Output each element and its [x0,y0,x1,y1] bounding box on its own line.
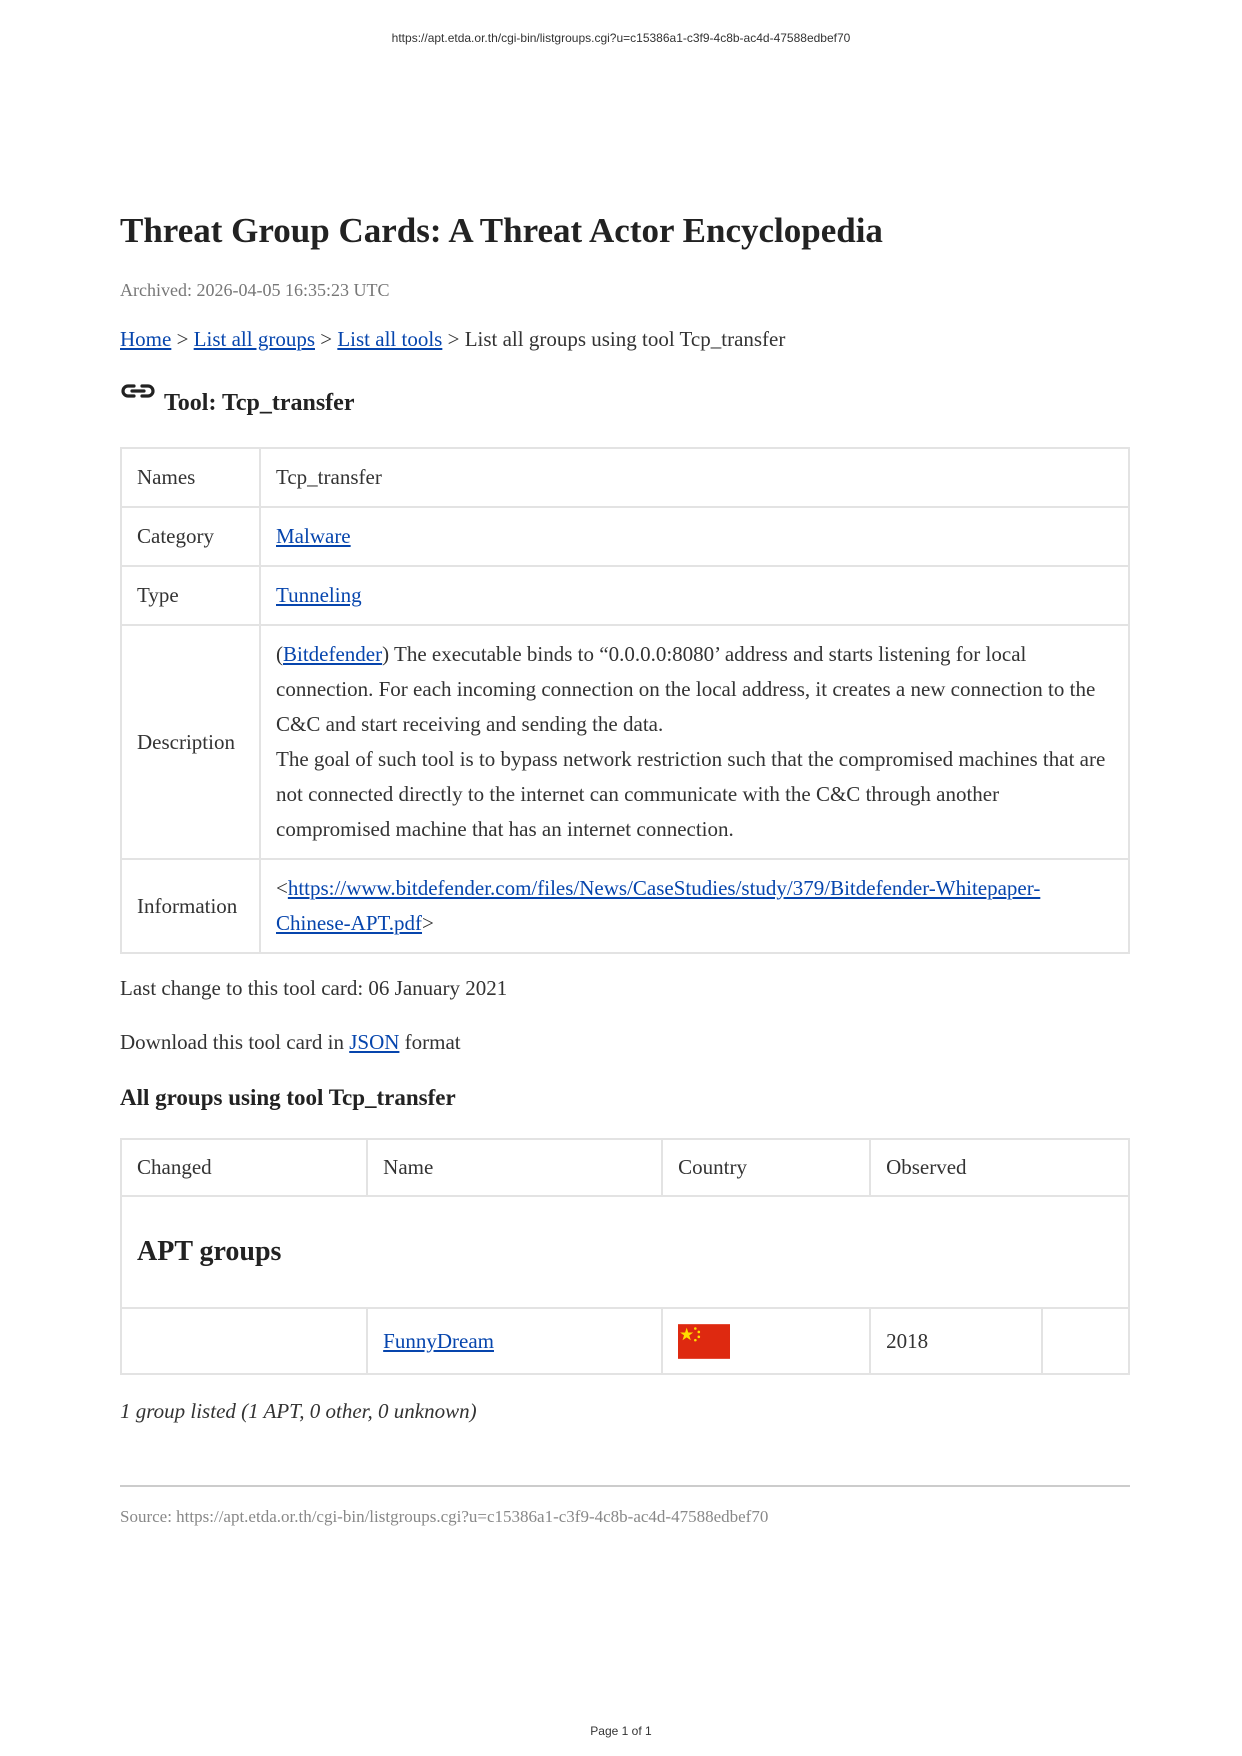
table-row [121,507,1129,566]
download-line [120,1030,1130,1055]
changed-cell [121,1308,367,1374]
header-name: Name [367,1139,662,1196]
type-link[interactable]: Tunneling [276,583,362,607]
table-row [121,566,1129,625]
description-label: Description [121,625,260,859]
groups-table [120,1138,1130,1375]
table-row [121,1308,1129,1374]
page-title: Threat Group Cards: A Threat Actor Encyclopedia [120,211,883,250]
json-download-link[interactable]: JSON [349,1030,400,1054]
groups-heading: All groups using tool Tcp_transfer [120,1085,456,1110]
tool-title: Tool: Tcp_transfer [164,390,355,416]
breadcrumb-home-link[interactable]: Home [120,327,172,351]
category-cell [260,507,1129,566]
breadcrumb-current: List all groups using tool Tcp_transfer [464,327,786,351]
category-link[interactable]: Malware [276,524,351,548]
breadcrumb-separator: > [176,327,189,351]
divider [120,1485,1130,1487]
main-content [120,210,1130,1527]
description-cell [260,625,1129,859]
information-gt: > [422,911,434,935]
breadcrumb-all-groups-link[interactable]: List all groups [193,327,315,351]
type-label: Type [121,566,260,625]
header-country: Country [662,1139,870,1196]
china-flag-icon [678,1324,730,1359]
breadcrumb [120,327,1130,352]
breadcrumb-separator: > [447,327,460,351]
download-suffix: format [399,1030,461,1054]
information-link[interactable]: https://www.bitdefender.com/files/News/CaseStudies/study/379/Bitdefender-Whitepaper-Chinese-APT.pdf [276,876,1041,935]
description-source-link[interactable]: Bitdefender [283,642,383,666]
group-link-funnydream[interactable]: FunnyDream [383,1328,494,1353]
source-url: Source: https://apt.etda.or.th/cgi-bin/listgroups.cgi?u=c15386a1-c3f9-4c8b-ac4d-47588edbef70 [120,1507,769,1526]
header-changed: Changed [121,1139,367,1196]
archived-timestamp: Archived: 2026-04-05 16:35:23 UTC [120,280,390,300]
section-cell [121,1196,1129,1308]
names-label: Names [121,448,260,507]
page-number: Page 1 of 1 [590,1724,652,1738]
table-header-row [121,1139,1129,1196]
groups-summary: 1 group listed (1 APT, 0 other, 0 unknown) [120,1399,477,1423]
type-cell [260,566,1129,625]
download-prefix: Download this tool card in [120,1030,350,1054]
table-row [121,859,1129,953]
observed-cell: 2018 [870,1308,1042,1374]
description-paren-open: ( [276,642,283,666]
section-row [121,1196,1129,1308]
table-row [121,448,1129,507]
table-row [121,625,1129,859]
print-header-url: https://apt.etda.or.th/cgi-bin/listgroups.cgi?u=c15386a1-c3f9-4c8b-ac4d-47588edbef70 [391,31,851,45]
last-change-text: Last change to this tool card: 06 January 2021 [120,976,508,1000]
header-observed: Observed [870,1139,1129,1196]
description-paren-close: ) [382,642,390,666]
tool-heading [120,386,1130,417]
tool-info-table [120,447,1130,954]
information-cell [260,859,1129,953]
names-value: Tcp_transfer [260,448,1129,507]
category-label: Category [121,507,260,566]
apt-groups-heading: APT groups [137,1236,282,1267]
description-text-1: The executable binds to “0.0.0.0:8080’ address and starts listening for local connection. For each incoming connection on the local address, it creates a new connection to the C&C and start receiving and sending the data. [276,642,1096,736]
description-paragraph-2: The goal of such tool is to bypass network restriction such that the compromised machines that are not connected directly to the internet can communicate with the C&C through another compromised machine that has an internet connection. [276,747,1106,841]
breadcrumb-all-tools-link[interactable]: List all tools [337,327,443,351]
name-cell [367,1308,662,1374]
link-icon [120,378,156,404]
empty-cell [1042,1308,1129,1374]
country-cell [662,1308,870,1374]
information-label: Information [121,859,260,953]
description-paragraph-1 [276,637,1113,742]
information-lt: < [276,876,288,900]
breadcrumb-separator: > [320,327,333,351]
